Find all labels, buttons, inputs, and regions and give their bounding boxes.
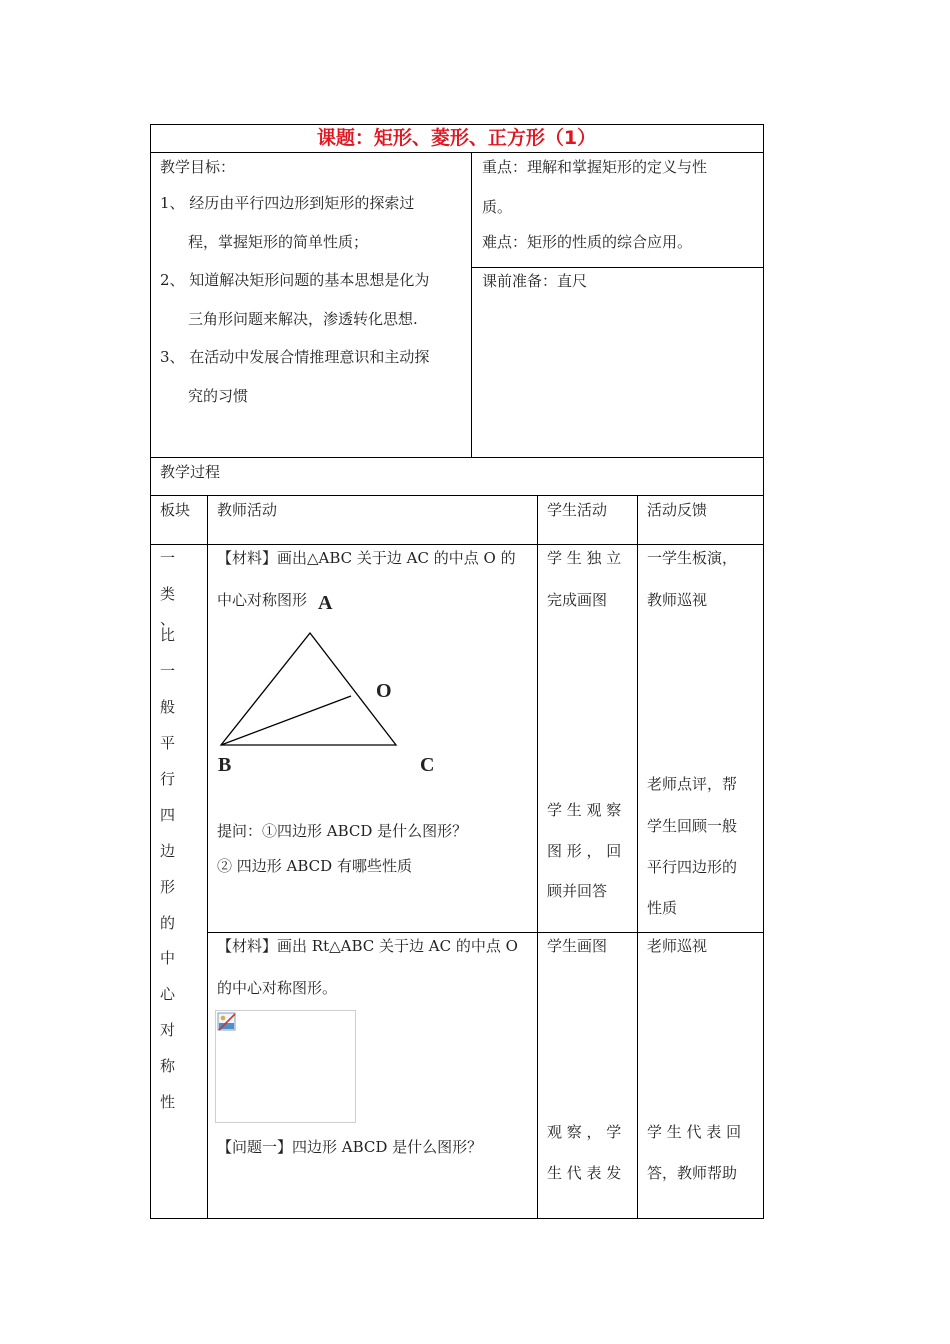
preparation: 课前准备：直尺: [482, 272, 588, 290]
row2-feedback-top: 老师巡视: [647, 937, 708, 955]
row1-student-bottom-line1: 学 生 观 察: [547, 801, 622, 819]
key-point-line2: 质。: [482, 198, 513, 216]
label-b: B: [218, 754, 232, 776]
difficulty: 难点：矩形的性质的综合应用。: [482, 233, 693, 251]
row1-feedback-bottom-line1: 老师点评，帮: [647, 775, 738, 793]
objective-1-line1: 1、 经历由平行四边形到矩形的探索过: [160, 194, 415, 212]
row1-student-bottom-line3: 顾并回答: [547, 882, 608, 900]
row1-question-1: 提问：①四边形 ABCD 是什么图形？: [217, 822, 468, 840]
header-block: 板块: [160, 501, 191, 519]
header-student: 学生活动: [547, 501, 608, 519]
block-char: 一: [160, 549, 176, 567]
block-char: 形: [160, 878, 176, 896]
block-char: 中: [160, 949, 176, 967]
broken-image-icon: [217, 1012, 237, 1032]
block-char: 的: [160, 914, 176, 932]
row1-student-top-line2: 完成画图: [547, 591, 608, 609]
row2-student-bottom-line1: 观 察 ， 学: [547, 1123, 622, 1141]
block-char: 般: [160, 698, 176, 716]
row2-material-line2: 的中心对称图形。: [217, 979, 338, 997]
row2-material-line1: 【材料】画出 Rt△ABC 关于边 AC 的中点 O: [217, 937, 518, 955]
block-char: 行: [160, 770, 176, 788]
row1-material-line1: 【材料】画出△ABC 关于边 AC 的中点 O 的: [217, 549, 516, 567]
objective-2-line2: 三角形问题来解决，渗透转化思想.: [188, 310, 418, 328]
row1-feedback-bottom-line4: 性质: [647, 899, 678, 917]
row2-question: 【问题一】四边形 ABCD 是什么图形？: [217, 1138, 483, 1156]
row2-student-top: 学生画图: [547, 937, 608, 955]
block-char: 平: [160, 734, 176, 752]
row1-feedback-bottom-line3: 平行四边形的: [647, 858, 738, 876]
key-point-line1: 重点：理解和掌握矩形的定义与性: [482, 158, 708, 176]
row2-student-bottom-line2: 生 代 表 发: [547, 1164, 622, 1182]
broken-image-placeholder: [215, 1010, 356, 1123]
triangle-abc: [221, 633, 396, 745]
label-c: C: [420, 754, 435, 776]
objective-3-line2: 究的习惯: [188, 387, 249, 405]
row1-student-top-line1: 学 生 独 立: [547, 549, 622, 567]
block-char: 一: [160, 662, 176, 680]
block-char: 称: [160, 1057, 176, 1075]
row1-student-bottom-line2: 图 形 ， 回: [547, 842, 622, 860]
process-heading: 教学过程: [160, 463, 221, 481]
block-char: 性: [160, 1093, 176, 1111]
header-feedback: 活动反馈: [647, 501, 708, 519]
block-char: 比: [160, 626, 176, 644]
objective-2-line1: 2、 知道解决矩形问题的基本思想是化为: [160, 271, 430, 289]
block-char: 心: [160, 985, 176, 1003]
row1-question-2: ② 四边形 ABCD 有哪些性质: [217, 857, 412, 875]
block-char: 类: [160, 585, 176, 603]
row1-feedback-top-line1: 一学生板演，: [647, 549, 738, 567]
row1-feedback-top-line2: 教师巡视: [647, 591, 708, 609]
objective-3-line1: 3、 在活动中发展合情推理意识和主动探: [160, 348, 430, 366]
row1-feedback-bottom-line2: 学生回顾一般: [647, 817, 738, 835]
row2-feedback-bottom-line2: 答，教师帮助: [647, 1164, 738, 1182]
block-char: 四: [160, 806, 176, 824]
header-teacher: 教师活动: [217, 501, 278, 519]
row1-material-line2: 中心对称图形: [217, 591, 308, 609]
block-char: 、: [160, 610, 176, 628]
objective-1-line2: 程，掌握矩形的简单性质；: [188, 233, 369, 251]
label-o: O: [376, 680, 392, 702]
label-a: A: [318, 592, 333, 614]
row2-feedback-bottom-line1: 学 生 代 表 回: [647, 1123, 742, 1141]
block-char: 边: [160, 842, 176, 860]
block-char: 对: [160, 1021, 176, 1039]
objectives-heading: 教学目标：: [160, 158, 236, 176]
lesson-title: 课题：矩形、菱形、正方形（1）: [316, 127, 597, 149]
